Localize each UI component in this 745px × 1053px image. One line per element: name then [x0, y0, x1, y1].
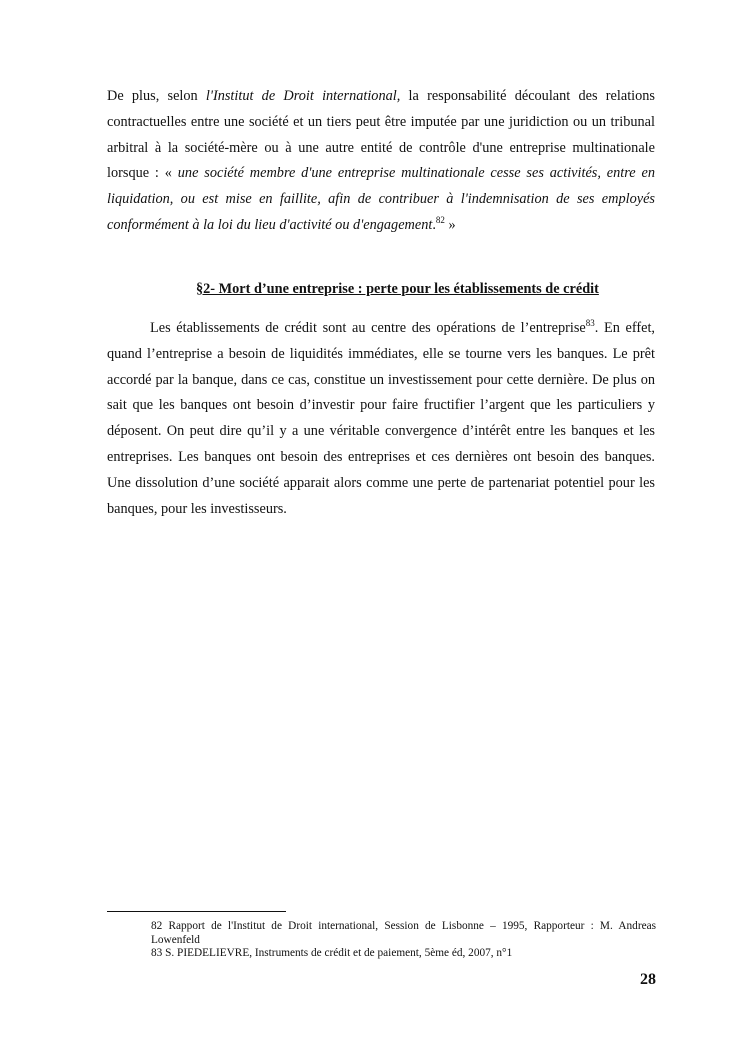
- page-number: 28: [640, 971, 656, 988]
- paragraph-text: . En effet, quand l’entreprise a besoin de liquidités immédiates, elle se tourne vers les banques. Le prêt accordé par la banque, dans ce cas, constitue un investissement pour cette dernière. De plus on sait que les banques ont besoin d’investir pour faire fructifier l’argent que les particuliers y déposent. On peut dire qu’il y a une véritable convergence d’intérêt entre les banques et les entreprises. Les banques ont besoin des entreprises et ces dernières ont besoin des banques. Une dissolution d’une société apparait alors comme une perte de partenariat potentiel pour les banques, pour les investisseurs.: [107, 320, 655, 517]
- paragraph-etablissements-credit: [107, 316, 655, 522]
- paragraph-text: De plus, selon: [107, 88, 206, 104]
- section-heading: §2- Mort d’une entreprise : perte pour les établissements de crédit: [196, 281, 599, 297]
- paragraph-responsabilite: [107, 84, 655, 239]
- footnote-82: 82 Rapport de l'Institut de Droit international, Session de Lisbonne – 1995, Rapporteur : M. Andreas Lowenfeld: [151, 920, 656, 946]
- footnote-separator: [107, 911, 286, 912]
- paragraph-text: Les établissements de crédit sont au centre des opérations de l’entreprise: [150, 320, 586, 336]
- footnote-ref-82[interactable]: 82: [435, 215, 445, 226]
- institution-name: l'Institut de Droit international,: [205, 88, 401, 104]
- quotation: une société membre d'une entreprise multinationale cesse ses activités, entre en liquidation, ou est mise en faillite, afin de contribuer à l'indemnisation de ses employés conformément à la loi du lieu d'activité ou d'engagement: [107, 165, 655, 233]
- paragraph-text: .: [432, 216, 436, 233]
- footnote-83: 83 S. PIEDELIEVRE, Instruments de crédit et de paiement, 5ème éd, 2007, n°1: [151, 947, 513, 959]
- footnotes: [151, 920, 656, 961]
- paragraph-text: la responsabilité découlant des relations contractuelles entre une société et un tiers peut être imputée par une juridiction ou un tribunal arbitral à la société-mère ou à une autre entité de contrôle d'une entreprise multinationale lorsque : «: [107, 88, 655, 182]
- footnote-ref-83[interactable]: 83: [585, 318, 595, 329]
- paragraph-text: »: [444, 216, 456, 233]
